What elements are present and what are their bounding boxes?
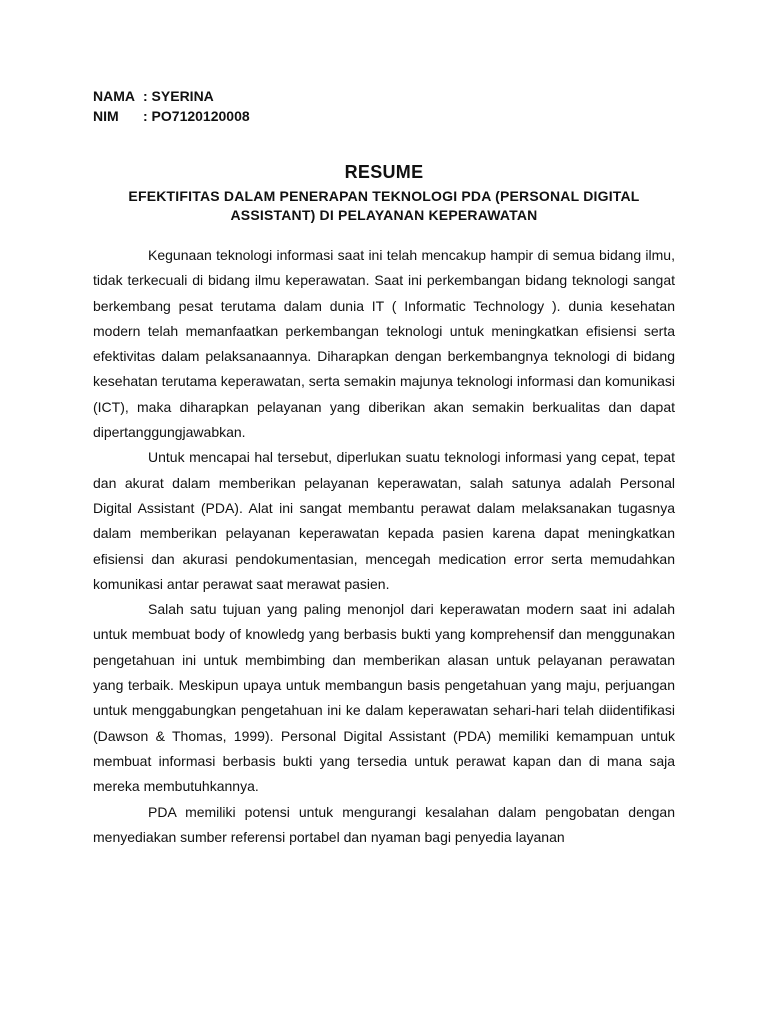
nim-label: NIM: [93, 108, 119, 124]
paragraph: Kegunaan teknologi informasi saat ini telah mencakup hampir di semua bidang ilmu, tidak terkecuali di bidang ilmu keperawatan. Saat ini perkembangan bidang teknologi sangat berkembang pesat terutama dalam dunia IT ( Informatic Technology ). dunia kesehatan modern telah memanfaatkan perkembangan teknologi untuk meningkatkan efisiensi serta efektivitas dalam pelaksanaannya. Diharapkan dengan berkembangnya teknologi di bidang kesehatan terutama keperawatan, serta semakin majunya teknologi informasi dan komunikasi (ICT), maka diharapkan pelayanan yang diberikan akan semakin berkualitas dan dapat dipertanggungjawabkan.: [93, 247, 675, 441]
student-identity: [93, 86, 250, 126]
document-title: EFEKTIFITAS DALAM PENERAPAN TEKNOLOGI PDA (PERSONAL DIGITAL ASSISTANT) DI PELAYANAN KEPERAWATAN: [128, 188, 640, 223]
nim-row: [93, 106, 250, 126]
document-body: [93, 243, 675, 850]
name-value: : SYERINA: [143, 88, 214, 104]
paragraph: Untuk mencapai hal tersebut, diperlukan suatu teknologi informasi yang cepat, tepat dan akurat dalam memberikan pelayanan keperawatan, salah satunya adalah Personal Digital Assistant (PDA). Alat ini sangat membantu perawat dalam melaksanakan tugasnya dalam memberikan pelayanan keperawatan kepada pasien karena dapat meningkatkan efisiensi dan akurasi pendokumentasian, mencegah medication error serta memudahkan komunikasi antar perawat saat merawat pasien.: [93, 449, 675, 592]
name-label: NAMA: [93, 88, 135, 104]
paragraph: PDA memiliki potensi untuk mengurangi kesalahan dalam pengobatan dengan menyediakan sumber referensi portabel dan nyaman bagi penyedia layanan: [93, 803, 675, 845]
nim-value: : PO7120120008: [143, 108, 250, 124]
document-type-heading: RESUME: [344, 162, 424, 182]
paragraph: Salah satu tujuan yang paling menonjol dari keperawatan modern saat ini adalah untuk membuat body of knowledg yang berbasis bukti yang komprehensif dan menggunakan pengetahuan ini untuk membimbing dan memberikan alasan untuk pelayanan perawatan yang terbaik. Meskipun upaya untuk membangun basis pengetahuan yang maju, perjuangan untuk menggabungkan pengetahuan ini ke dalam keperawatan sehari-hari telah diidentifikasi (Dawson & Thomas, 1999). Personal Digital Assistant (PDA) memiliki kemampuan untuk membuat informasi berbasis bukti yang tersedia untuk perawat kapan dan di mana saja mereka membutuhkannya.: [93, 601, 675, 795]
name-row: [93, 86, 250, 106]
